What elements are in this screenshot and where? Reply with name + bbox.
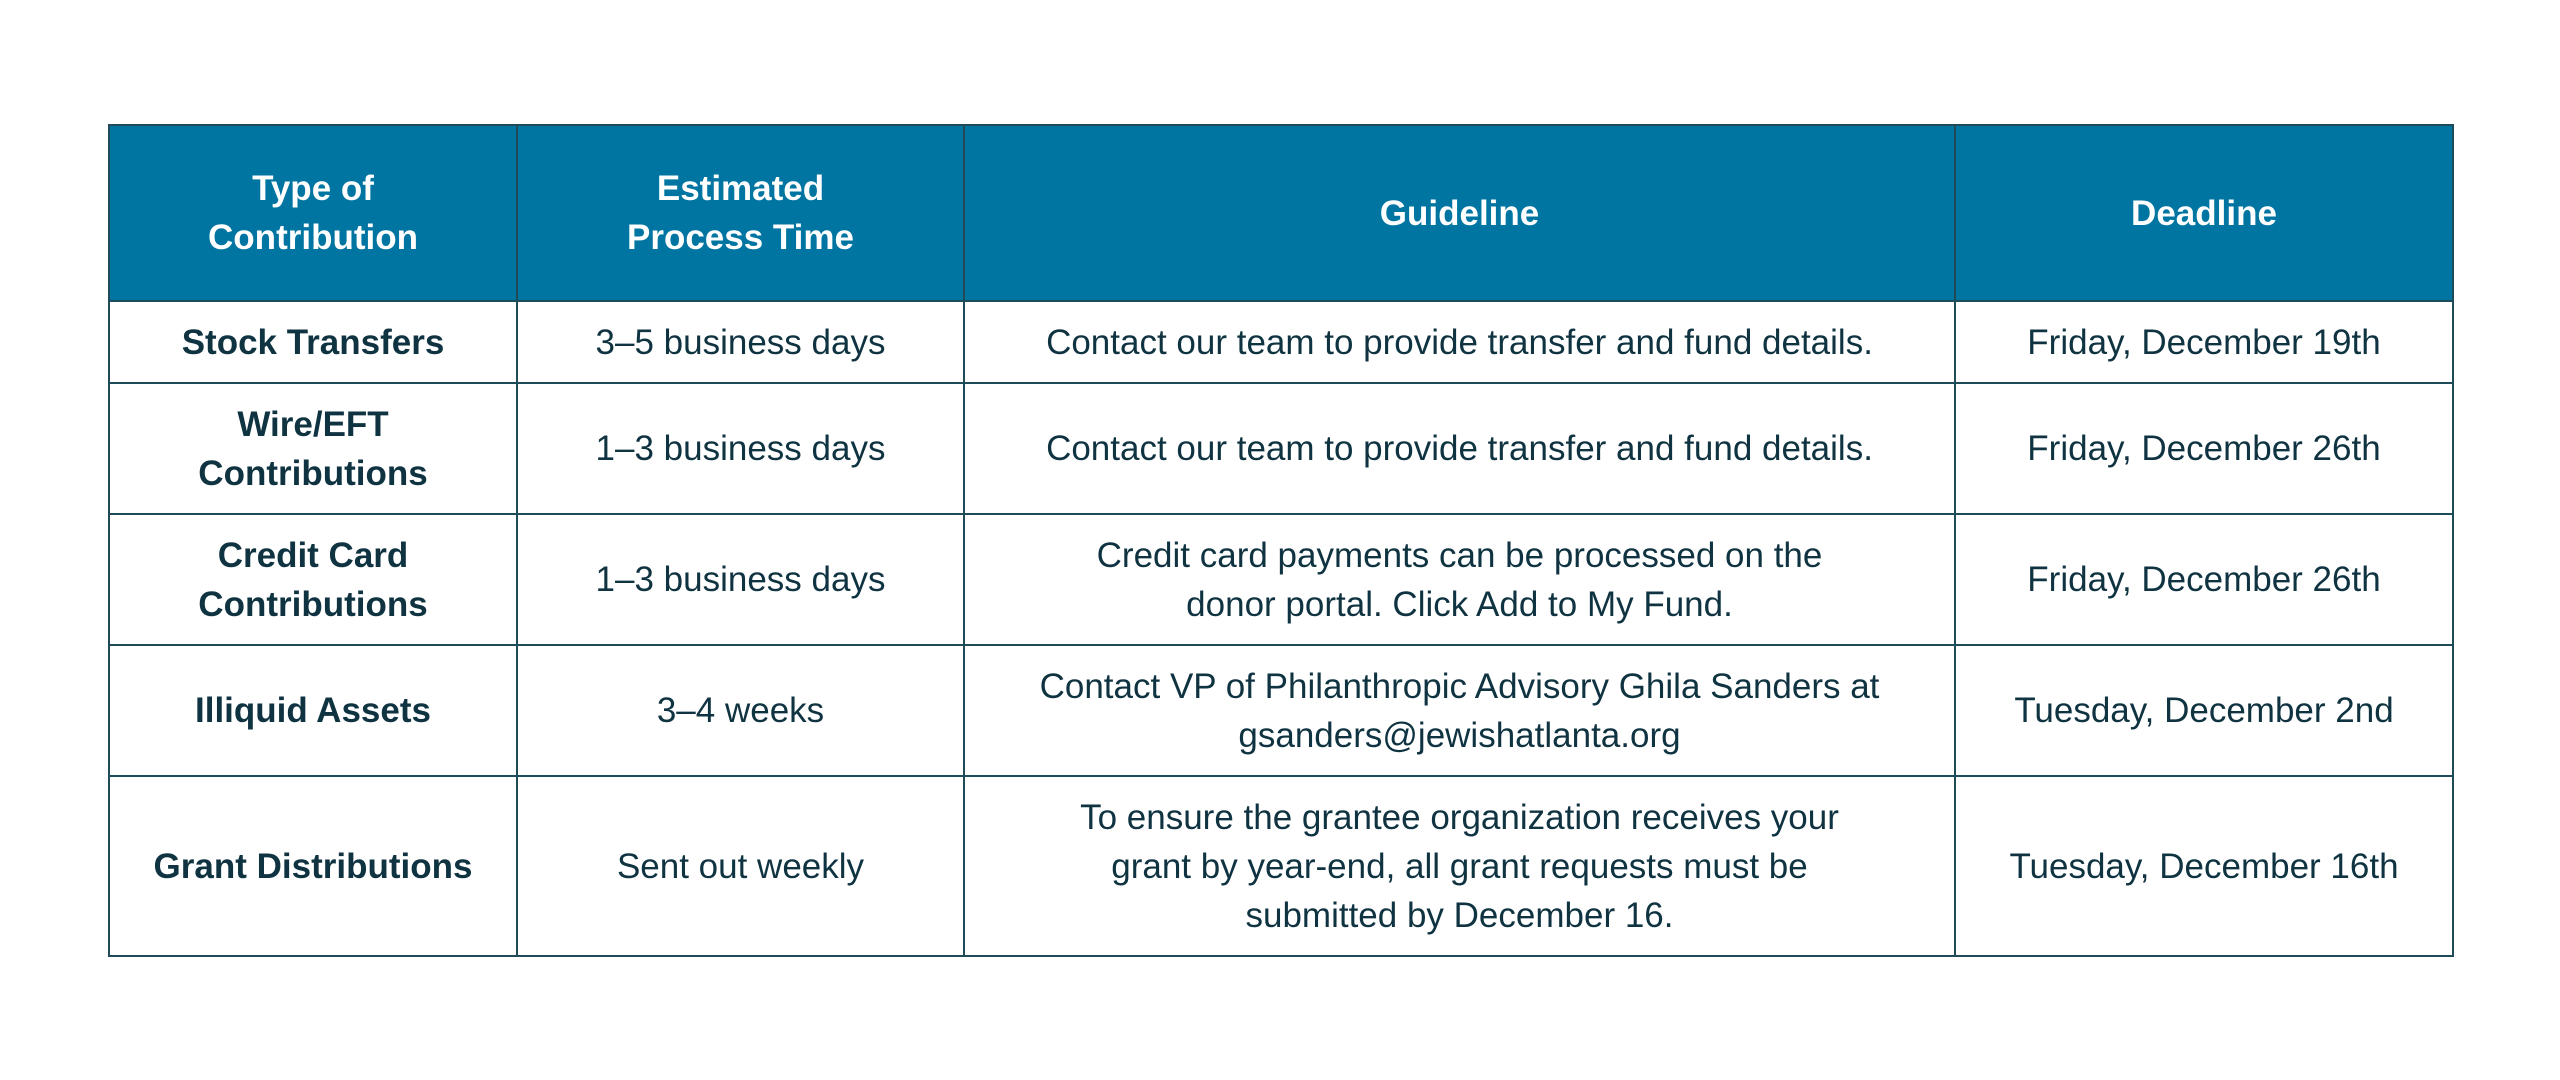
- type-cell: [109, 301, 517, 383]
- guideline-cell: [964, 514, 1955, 645]
- process-time-text: Sent out weekly: [616, 846, 865, 886]
- header-deadline: [1955, 125, 2453, 301]
- table-header: [109, 125, 2453, 301]
- type-text: Stock Transfers: [181, 322, 445, 362]
- guideline-text: grant by year-end, all grant requests must be: [1111, 846, 1808, 886]
- process-time-cell: [517, 645, 964, 776]
- deadline-cell: [1955, 383, 2453, 514]
- header-deadline-label: Deadline: [2131, 193, 2277, 233]
- process-time-cell: [517, 514, 964, 645]
- table-body: [109, 301, 2453, 956]
- header-estimated-process-time: [517, 125, 964, 301]
- deadline-text: Friday, December 26th: [2027, 560, 2381, 599]
- type-cell: [109, 514, 517, 645]
- header-type-of-contribution: [109, 125, 517, 301]
- type-text: Contributions: [198, 584, 428, 624]
- table-row: [109, 383, 2453, 514]
- deadline-text: Friday, December 19th: [2027, 322, 2381, 362]
- guideline-text: Contact our team to provide transfer and fund details.: [1046, 429, 1873, 468]
- process-time-cell: [517, 383, 964, 514]
- guideline-cell: [964, 776, 1955, 956]
- type-text: Contributions: [198, 453, 428, 493]
- process-time-text: 1–3 business days: [595, 560, 886, 599]
- header-type-line-1: Type of: [252, 169, 374, 208]
- guideline-text: To ensure the grantee organization receives your: [1080, 797, 1839, 837]
- deadline-cell: [1955, 645, 2453, 776]
- deadline-text: Tuesday, December 2nd: [2014, 691, 2394, 730]
- type-text: Credit Card: [217, 535, 409, 575]
- type-text: Grant Distributions: [153, 846, 473, 886]
- table-row: [109, 776, 2453, 956]
- process-time-text: 3–5 business days: [595, 322, 886, 362]
- deadline-cell: [1955, 301, 2453, 383]
- guideline-text: Credit card payments can be processed on the: [1096, 535, 1823, 575]
- guideline-cell: [964, 645, 1955, 776]
- contribution-deadlines-table: [108, 124, 2454, 957]
- type-cell: [109, 383, 517, 514]
- header-time-line-2: Process Time: [627, 218, 854, 257]
- process-time-text: 1–3 business days: [595, 429, 886, 468]
- deadline-text: Friday, December 26th: [2027, 429, 2381, 468]
- email-link[interactable]: gsanders@jewishatlanta.org: [1238, 715, 1681, 755]
- deadline-cell: [1955, 514, 2453, 645]
- guideline-cell: [964, 383, 1955, 514]
- header-time-line-1: Estimated: [656, 169, 825, 208]
- process-time-cell: [517, 776, 964, 956]
- table-row: [109, 514, 2453, 645]
- header-guideline-label: Guideline: [1379, 193, 1540, 233]
- header-guideline: [964, 125, 1955, 301]
- guideline-text: donor portal. Click Add to My Fund.: [1186, 584, 1733, 624]
- header-row: [109, 125, 2453, 301]
- guideline-text: Contact our team to provide transfer and fund details.: [1046, 322, 1873, 362]
- process-time-cell: [517, 301, 964, 383]
- type-cell: [109, 645, 517, 776]
- contribution-deadlines-table-wrapper: [108, 124, 2452, 957]
- table-row: [109, 301, 2453, 383]
- guideline-text: Contact VP of Philanthropic Advisory Ghila Sanders at: [1039, 666, 1880, 706]
- guideline-text: submitted by December 16.: [1245, 895, 1674, 935]
- process-time-text: 3–4 weeks: [656, 691, 825, 730]
- deadline-cell: [1955, 776, 2453, 956]
- header-type-line-2: Contribution: [208, 218, 418, 257]
- type-text: Wire/EFT: [237, 404, 389, 444]
- deadline-text: Tuesday, December 16th: [2009, 846, 2399, 886]
- table-row: [109, 645, 2453, 776]
- guideline-cell: [964, 301, 1955, 383]
- type-text: Illiquid Assets: [195, 691, 431, 730]
- type-cell: [109, 776, 517, 956]
